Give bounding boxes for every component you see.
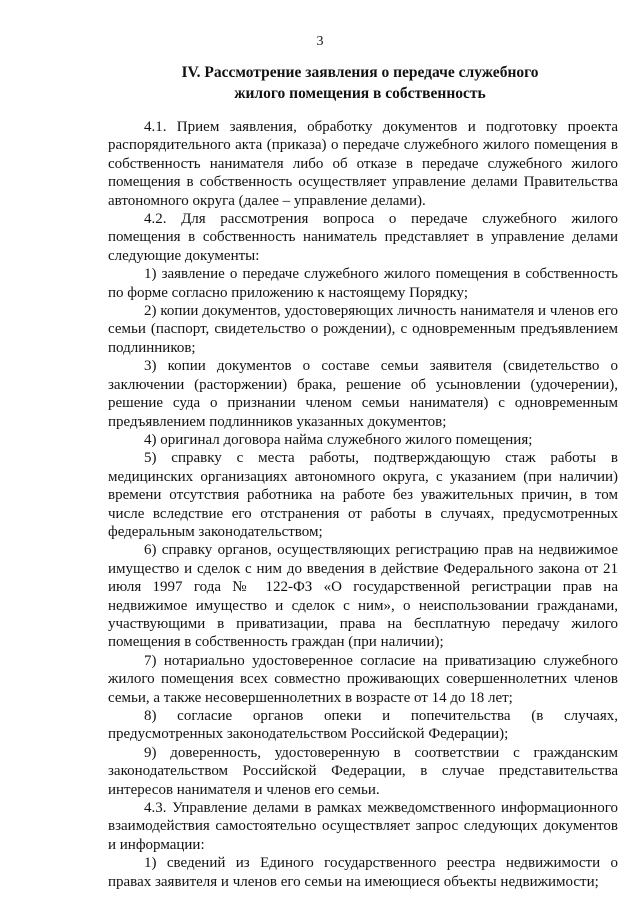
list-item-4-2-2: 2) копии документов, удостоверяющих личность нанимателя и членов его семьи (паспорт, свидетельство о рождении), с одновременным предъявлением подлинников; — [108, 303, 618, 356]
list-item-4-2-5: 5) справку с места работы, подтверждающую стаж работы в медицинских организациях автономного округа, с указанием (при наличии) времени отсутствия работника на работе без уважительных причин, в том числе вследствие его отстранения от работы в случаях, предусмотренных федеральным законодательством; — [108, 450, 618, 540]
list-item-4-2-3: 3) копии документов о составе семьи заявителя (свидетельство о заключении (расторжении) брака, решение об усыновлении (удочерении), решение суда о признании членом семьи нанимателя) с одновременным предъявлением подлинников указанных документов; — [108, 358, 618, 430]
list-item-4-2-8: 8) согласие органов опеки и попечительства (в случаях, предусмотренных законодательством Российской Федерации); — [108, 708, 618, 743]
list-item-4-2-6: 6) справку органов, осуществляющих регистрацию прав на недвижимое имущество и сделок с ним до введения в действие Федерального закона от 21 июля 1997 года № 122-ФЗ «О государственной регистрации прав на недвижимое имущество и сделок с ним», о неиспользовании гражданами, участвующими в приватизации, права на бесплатную передачу жилого помещения в собственность граждан (при наличии); — [108, 542, 618, 651]
paragraph-4-1: 4.1. Прием заявления, обработку документов и подготовку проекта распорядительного акта (приказа) о передаче служебного жилого помещения в собственность нанимателя либо об отказе в передаче служебного жилого помещения в собственность осуществляет управление делами Правительства автономного округа (далее – управление делами). — [108, 119, 618, 209]
section-title-line-1: IV. Рассмотрение заявления о передаче служебного — [181, 64, 539, 81]
paragraph-4-2: 4.2. Для рассмотрения вопроса о передаче служебного жилого помещения в собственность наниматель представляет в управление делами следующие документы: — [108, 211, 618, 264]
list-item-4-2-4: 4) оригинал договора найма служебного жилого помещения; — [144, 431, 533, 448]
page-number: 3 — [316, 34, 324, 49]
list-item-4-3-1: 1) сведений из Единого государственного реестра недвижимости о правах заявителя и членов его семьи на имеющиеся объекты недвижимости; — [108, 855, 618, 890]
section-title-line-2: жилого помещения в собственность — [234, 85, 486, 102]
list-item-4-2-1: 1) заявление о передаче служебного жилого помещения в собственность по форме согласно приложению к настоящему Порядку; — [108, 266, 618, 301]
document-body — [108, 118, 618, 891]
paragraph-4-3: 4.3. Управление делами в рамках межведомственного информационного взаимодействия самостоятельно осуществляет запрос следующих документов и информации: — [108, 800, 618, 853]
section-title — [160, 62, 560, 104]
list-item-4-2-7: 7) нотариально удостоверенное согласие на приватизацию служебного жилого помещения всех совместно проживающих совершеннолетних членов семьи, а также несовершеннолетних в возрасте от 14 до 18 лет; — [108, 652, 618, 706]
list-item-4-2-9: 9) доверенность, удостоверенную в соответствии с гражданским законодательством Российской Федерации, в случае представительства интересов нанимателя и членов его семьи. — [108, 744, 618, 798]
